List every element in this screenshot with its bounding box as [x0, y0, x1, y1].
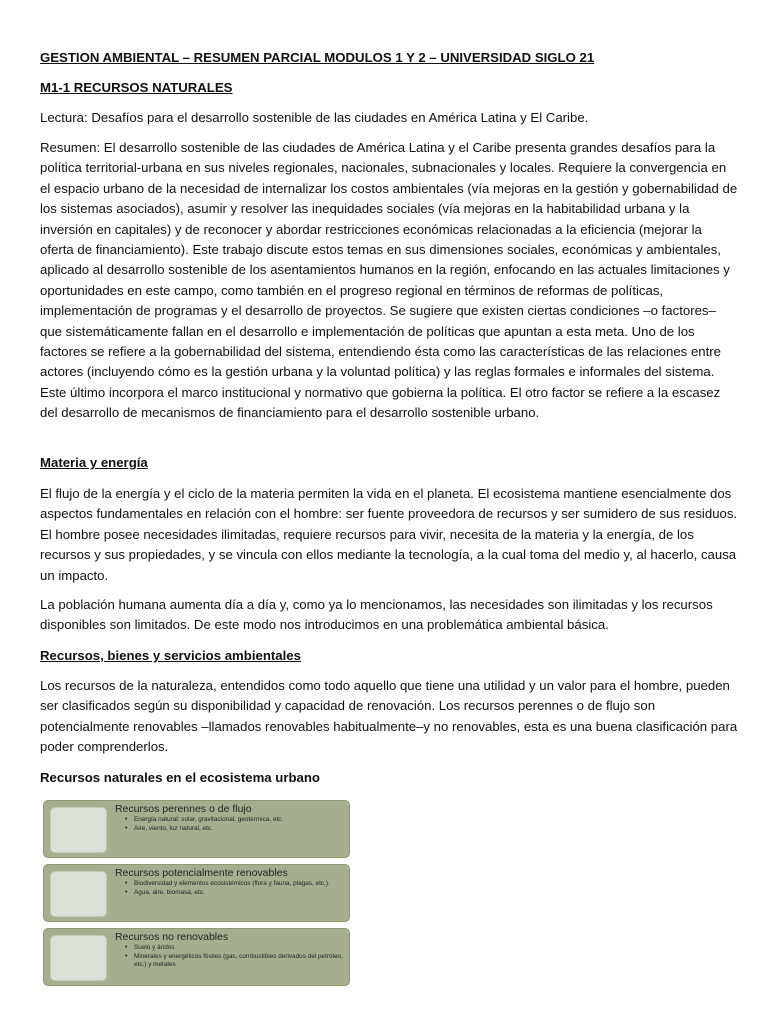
- lectura-line: Lectura: Desafíos para el desarrollo sostenible de las ciudades en América Latina y El Caribe.: [40, 110, 589, 125]
- box-list-item: • Biodiversidad y elementos ecosistémicos (flora y fauna, plagas, etc.).: [134, 880, 354, 889]
- box-placeholder-image: [50, 807, 107, 853]
- diagram-box-potencialmente-renovables: [43, 864, 350, 922]
- heading-recursos-bienes: Recursos, bienes y servicios ambientales: [40, 648, 301, 663]
- box-placeholder-image: [50, 935, 107, 981]
- box-title: Recursos perennes o de flujo: [115, 803, 252, 815]
- box-list-item: • Aire, viento, luz natural, etc.: [134, 825, 354, 834]
- resource-diagram: [40, 798, 352, 988]
- box-title: Recursos no renovables: [115, 931, 229, 943]
- materia-paragraph-2: La población humana aumenta día a día y, como ya lo mencionamos, las necesidades son ilimitadas y los recursos disponibles son limitados. De este modo nos introducimos en una problemática ambiental básica.: [40, 597, 713, 633]
- diagram-box-perennes: [43, 800, 350, 858]
- resumen-paragraph: Resumen: El desarrollo sostenible de las ciudades de América Latina y el Caribe presenta grandes desafíos para la política territorial-urbana en sus niveles regionales, nacionales, subnacionales y locales. Requiere la convergencia en el espacio urbano de la necesidad de internalizar los costos ambientales (vía mejoras en la gestión y gobernabilidad de los sistemas asociados), asumir y resolver las inequidades sociales (vía mejoras en la habitabilidad urbana y la inversión en capitales) y de reconocer y abordar restricciones económicas relacionadas a la eficiencia (mejorar la oferta de financiamiento). Este trabajo discute estos temas en sus dimensiones sociales, económicas y ambientales, aplicado al desarrollo sostenible de los asentamientos humanos en la región, enfocando en las actuales limitaciones y oportunidades en este campo, como también en el progreso regional en términos de reformas de políticas, implementación de programas y el desarrollo de proyectos. Se sugiere que existen ciertas condiciones –o factores– que sistemáticamente fallan en el desarrollo e implementación de políticas que apuntan a esta meta. Uno de los factores se refiere a la gobernabilidad del sistema, entendiendo ésta como las características de las relaciones entre actores (incluyendo cómo es la gestión urbana y la voluntad política) y las reglas formales e informales del sistema. Este último incorpora el marco institucional y normativo que gobierna la política. El otro factor se refiere a la escasez del desarrollo de mecanismos de financiamiento para el desarrollo sostenible urbano.: [40, 140, 738, 421]
- heading-recursos-urbano: Recursos naturales en el ecosistema urbano: [40, 770, 320, 785]
- box-list-item: • Minerales y energéticos fósiles (gas, combustibles derivados del petróleo, etc.) y metales: [134, 953, 354, 970]
- box-list-item: • Suelo y áridos: [134, 944, 354, 953]
- materia-paragraph-1: El flujo de la energía y el ciclo de la materia permiten la vida en el planeta. El ecosistema mantiene esencialmente dos aspectos fundamentales en relación con el hombre: ser fuente proveedora de recursos y ser sumidero de sus residuos. El hombre posee necesidades ilimitadas, requiere recursos para vivir, necesita de la materia y la energía, de los recursos y sus propiedades, y se vincula con ellos mediante la tecnología, a la cual toma del medio y, al hacerlo, causa un impacto.: [40, 486, 738, 583]
- recursos-paragraph: Los recursos de la naturaleza, entendidos como todo aquello que tiene una utilidad y un valor para el hombre, pueden ser clasificados según su disponibilidad y capacidad de renovación. Los recursos perennes o de flujo son potencialmente renovables –llamados renovables habitualmente–y no renovables, esta es una buena clasificación para poder comprenderlos.: [40, 678, 738, 755]
- box-placeholder-image: [50, 871, 107, 917]
- box-list: [124, 816, 354, 833]
- section-heading-m1: M1-1 RECURSOS NATURALES: [40, 80, 233, 95]
- box-title: Recursos potencialmente renovables: [115, 867, 288, 879]
- box-list-item: • Agua, aire, biomasa, etc.: [134, 889, 354, 898]
- box-list-item: • Energía natural: solar, gravitacional, geotérmica, etc.: [134, 816, 354, 825]
- heading-materia-energia: Materia y energía: [40, 455, 148, 470]
- box-list: [124, 880, 354, 897]
- box-list: [124, 944, 354, 970]
- document-title: GESTION AMBIENTAL – RESUMEN PARCIAL MODULOS 1 Y 2 – UNIVERSIDAD SIGLO 21: [40, 50, 595, 65]
- diagram-box-no-renovables: [43, 928, 350, 986]
